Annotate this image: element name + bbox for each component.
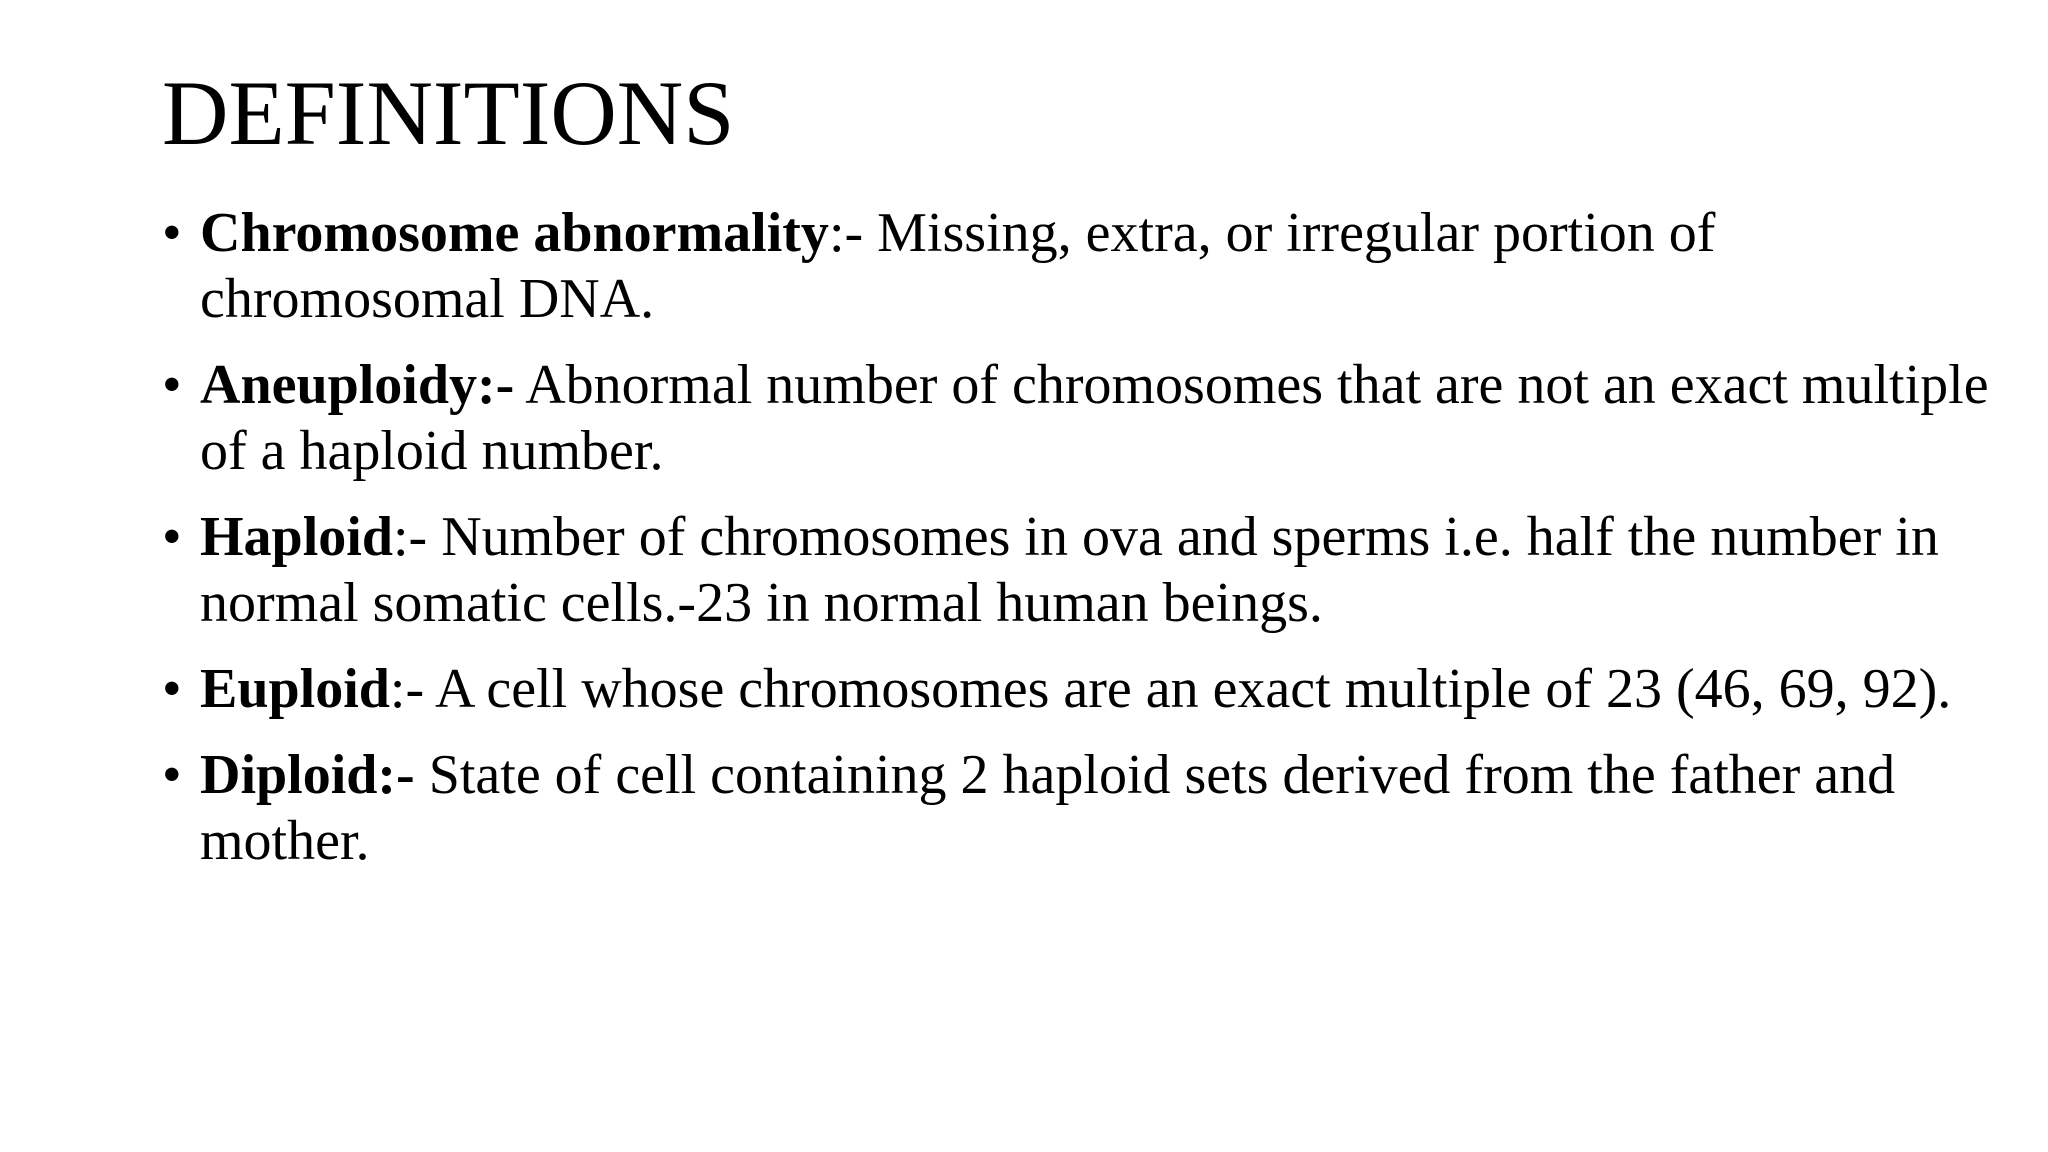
list-item <box>162 352 1992 484</box>
definition-text: State of cell containing 2 haploid sets derived from the father and mother. <box>200 744 1896 872</box>
definitions-list <box>162 200 1992 894</box>
bullet-icon: • <box>162 354 182 416</box>
slide-title: DEFINITIONS <box>162 62 735 164</box>
bullet-icon: • <box>162 506 182 568</box>
definition-separator <box>514 354 525 416</box>
list-item <box>162 200 1992 332</box>
definition-term: Chromosome abnormality <box>200 202 829 264</box>
bullet-icon: • <box>162 744 182 806</box>
bullet-icon: • <box>162 658 182 720</box>
definition-separator: :- <box>828 202 878 264</box>
bullet-icon: • <box>162 202 182 264</box>
definition-term: Euploid <box>200 658 390 720</box>
list-item <box>162 504 1992 636</box>
definition-text: Abnormal number of chromosomes that are not an exact multiple of a haploid number. <box>200 354 1989 482</box>
list-item <box>162 742 1992 874</box>
definition-separator: :- <box>389 658 436 720</box>
definition-separator <box>415 744 429 806</box>
definition-term: Haploid <box>200 506 393 568</box>
definition-text: A cell whose chromosomes are an exact multiple of 23 (46, 69, 92). <box>435 658 1952 720</box>
definition-separator: :- <box>392 506 442 568</box>
definition-term: Diploid:- <box>200 744 415 806</box>
definition-text: Number of chromosomes in ova and sperms i.e. half the number in normal somatic cells.-23 in normal human beings. <box>200 506 1939 634</box>
definition-term: Aneuploidy:- <box>200 354 515 416</box>
list-item <box>162 656 1992 722</box>
definition-text: Missing, extra, or irregular portion of chromosomal DNA. <box>200 202 1716 330</box>
